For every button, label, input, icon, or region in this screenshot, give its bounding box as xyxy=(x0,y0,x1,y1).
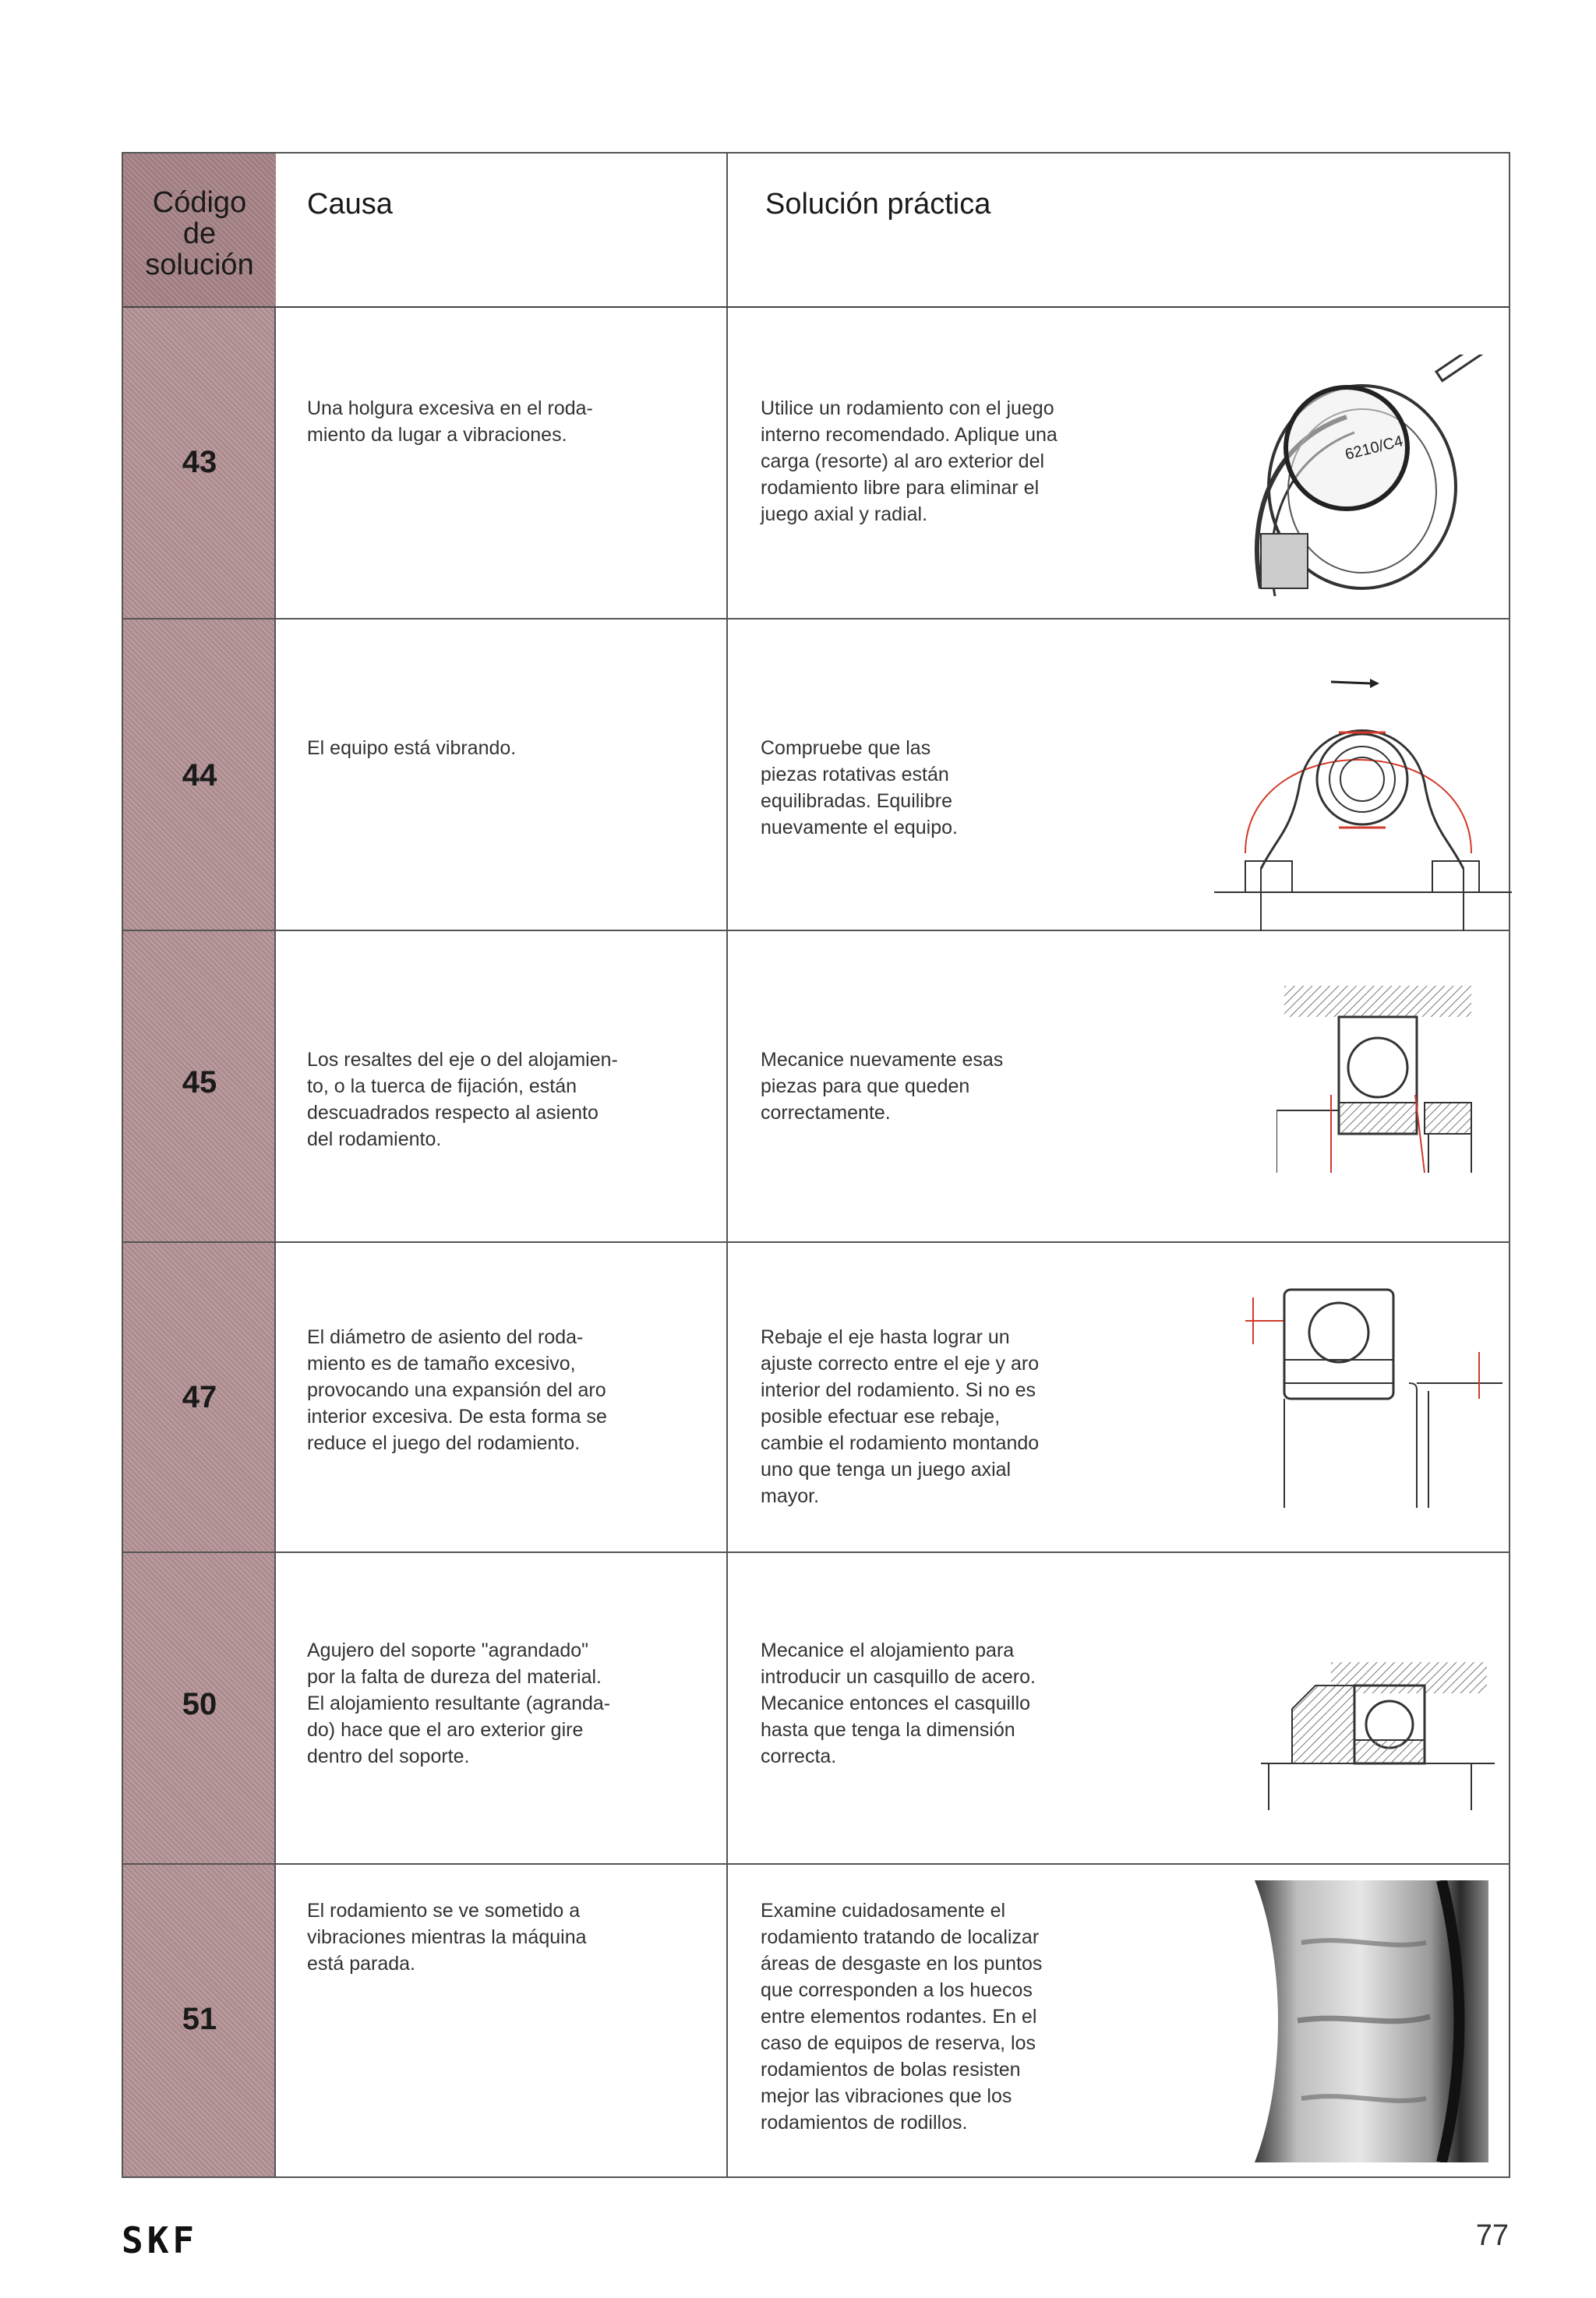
solution-text: Rebaje el eje hasta lograr un ajuste correcto entre el eje y aro interior del rodamiento. Si no es posible efectuar ese rebaje, cambie el rodamiento montando uno que tenga un juego axial mayor. xyxy=(761,1326,1040,1507)
cause-text: El equipo está vibrando. xyxy=(307,737,517,759)
table-row xyxy=(123,308,1509,620)
cause-text: Agujero del soporte "agrandado" por la falta de dureza del material. El alojamiento resultante (agranda- do) hace que el aro exterior gire dentro del soporte. xyxy=(307,1640,611,1767)
solution-code: 51 xyxy=(182,2002,217,2036)
solution-text: Compruebe que las piezas rotativas están equilibradas. Equilibre nuevamente el equipo. xyxy=(761,737,958,838)
header-cause-label: Causa xyxy=(307,188,393,221)
header-code-line-2: de xyxy=(182,217,217,250)
solution-code: 44 xyxy=(182,758,217,792)
header-code-label xyxy=(123,154,276,306)
cause-text: El rodamiento se ve sometido a vibraciones mientras la máquina está parada. xyxy=(307,1900,587,1975)
solution-text: Mecanice el alojamiento para introducir un casquillo de acero. Mecanice entonces el casquillo hasta que tenga la dimensión correcta. xyxy=(761,1640,1036,1767)
table-header xyxy=(123,154,1509,308)
solution-code: 43 xyxy=(182,445,217,479)
misaligned-shoulder-illustration xyxy=(1276,986,1479,1188)
table-row xyxy=(123,1243,1509,1553)
solution-text: Mecanice nuevamente esas piezas para que queden correctamente. xyxy=(761,1049,1004,1124)
solution-code: 45 xyxy=(182,1065,217,1100)
header-code-line-1: Código xyxy=(152,186,247,219)
cause-text: El diámetro de asiento del roda- miento es de tamaño excesivo, provocando una expansión del aro interior excesiva. De esta forma se reduce el juego del rodamiento. xyxy=(307,1326,607,1454)
table-row xyxy=(123,620,1509,931)
pillow-block-balance-illustration xyxy=(1214,635,1512,931)
cause-text: Los resaltes del eje o del alojamien- to, o la tuerca de fijación, están descuadrados respecto al asiento del rodamiento. xyxy=(307,1049,618,1150)
header-code-line-3: solución xyxy=(145,249,254,281)
oversized-shaft-illustration xyxy=(1238,1274,1510,1523)
page-number: 77 xyxy=(1475,2219,1509,2252)
solution-text: Utilice un rodamiento con el juego interno recomendado. Aplique una carga (resorte) al aro exterior del rodamiento libre para eliminar el juego axial y radial. xyxy=(761,397,1058,525)
bearing-magnifier-illustration xyxy=(1230,355,1510,620)
table-row xyxy=(123,931,1509,1243)
bearing-designation-label: 6210/C4 xyxy=(1343,432,1405,464)
housing-sleeve-illustration xyxy=(1261,1654,1495,1810)
solution-code: 50 xyxy=(182,1687,217,1721)
table-row xyxy=(123,1865,1509,2180)
troubleshooting-table xyxy=(122,152,1510,2178)
skf-logo: SKF xyxy=(122,2219,199,2261)
table-row xyxy=(123,1553,1509,1865)
cause-text: Una holgura excesiva en el roda- miento da lugar a vibraciones. xyxy=(307,397,593,446)
header-solution-label: Solución práctica xyxy=(765,188,991,221)
false-brinelling-photo xyxy=(1255,1880,1488,2162)
solution-text: Examine cuidadosamente el rodamiento tratando de localizar áreas de desgaste en los puntos que corresponden a los huecos entre elementos rodantes. En el caso de equipos de reserva, los rodamientos de bolas resisten mejor las vibraciones que los rodamientos de rodillos. xyxy=(761,1900,1043,2134)
solution-code: 47 xyxy=(182,1380,217,1414)
